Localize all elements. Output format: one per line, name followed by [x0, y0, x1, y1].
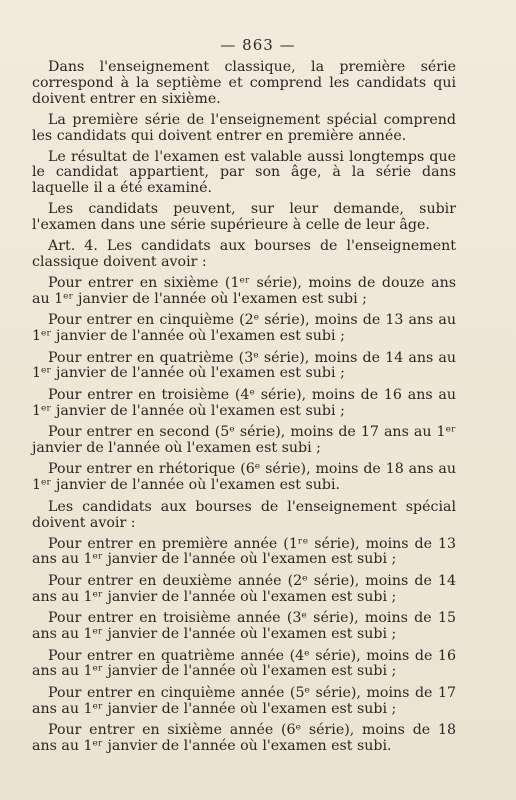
paragraph: Le résultat de l'examen est valable aussi longtemps que le candidat appartient, par son âge, à la série dans laquelle il a été examiné. — [32, 148, 456, 197]
classique-item: Pour entrer en sixième (1ᵉʳ série), moins de douze ans au 1ᵉʳ janvier de l'année où l'examen est subi ; — [32, 274, 456, 307]
classique-item: Pour entrer en second (5ᵉ série), moins de 17 ans au 1ᵉʳ janvier de l'année où l'examen est subi ; — [32, 424, 456, 457]
classique-item: Pour entrer en cinquième (2ᵉ série), moins de 13 ans au 1ᵉʳ janvier de l'année où l'examen est subi ; — [32, 312, 456, 345]
special-item: Pour entrer en sixième année (6ᵉ série), moins de 18 ans au 1ᵉʳ janvier de l'année où l'examen est subi. — [32, 722, 456, 755]
special-intro: Les candidats aux bourses de l'enseignement spécial doivent avoir : — [32, 498, 456, 531]
special-item: Pour entrer en première année (1ʳᵉ série), moins de 13 ans au 1ᵉʳ janvier de l'année où l'examen est subi ; — [32, 535, 456, 568]
article-4-paragraph: Art. 4. Les candidats aux bourses de l'enseignement classique doivent avoir : — [32, 238, 456, 270]
paragraph: La première série de l'enseignement spécial comprend les candidats qui doivent entrer en première année. — [32, 111, 456, 144]
paragraph: Les candidats peuvent, sur leur demande, subir l'examen dans une série supérieure à celle de leur âge. — [32, 201, 456, 234]
paragraph: Dans l'enseignement classique, la première série correspond à la septième et comprend les candidats qui doivent entrer en sixième. — [32, 59, 456, 107]
special-item: Pour entrer en troisième année (3ᵉ série), moins de 15 ans au 1ᵉʳ janvier de l'année où l'examen est subi ; — [32, 610, 456, 643]
page-number: — 863 — — [220, 36, 296, 54]
special-item: Pour entrer en quatrième année (4ᵉ série), moins de 16 ans au 1ᵉʳ janvier de l'année où l'examen est subi ; — [32, 647, 456, 680]
classique-item: Pour entrer en troisième (4ᵉ série), moins de 16 ans au 1ᵉʳ janvier de l'année où l'examen est subi ; — [32, 386, 456, 419]
classique-item: Pour entrer en rhétorique (6ᵉ série), moins de 18 ans au 1ᵉʳ janvier de l'année où l'examen est subi. — [32, 461, 456, 494]
page-body — [32, 60, 456, 760]
special-item: Pour entrer en cinquième année (5ᵉ série), moins de 17 ans au 1ᵉʳ janvier de l'année où l'examen est subi ; — [32, 684, 456, 717]
special-item: Pour entrer en deuxième année (2ᵉ série), moins de 14 ans au 1ᵉʳ janvier de l'année où l'examen est subi ; — [32, 572, 456, 605]
classique-item: Pour entrer en quatrième (3ᵉ série), moins de 14 ans au 1ᵉʳ janvier de l'année où l'examen est subi ; — [32, 349, 456, 382]
